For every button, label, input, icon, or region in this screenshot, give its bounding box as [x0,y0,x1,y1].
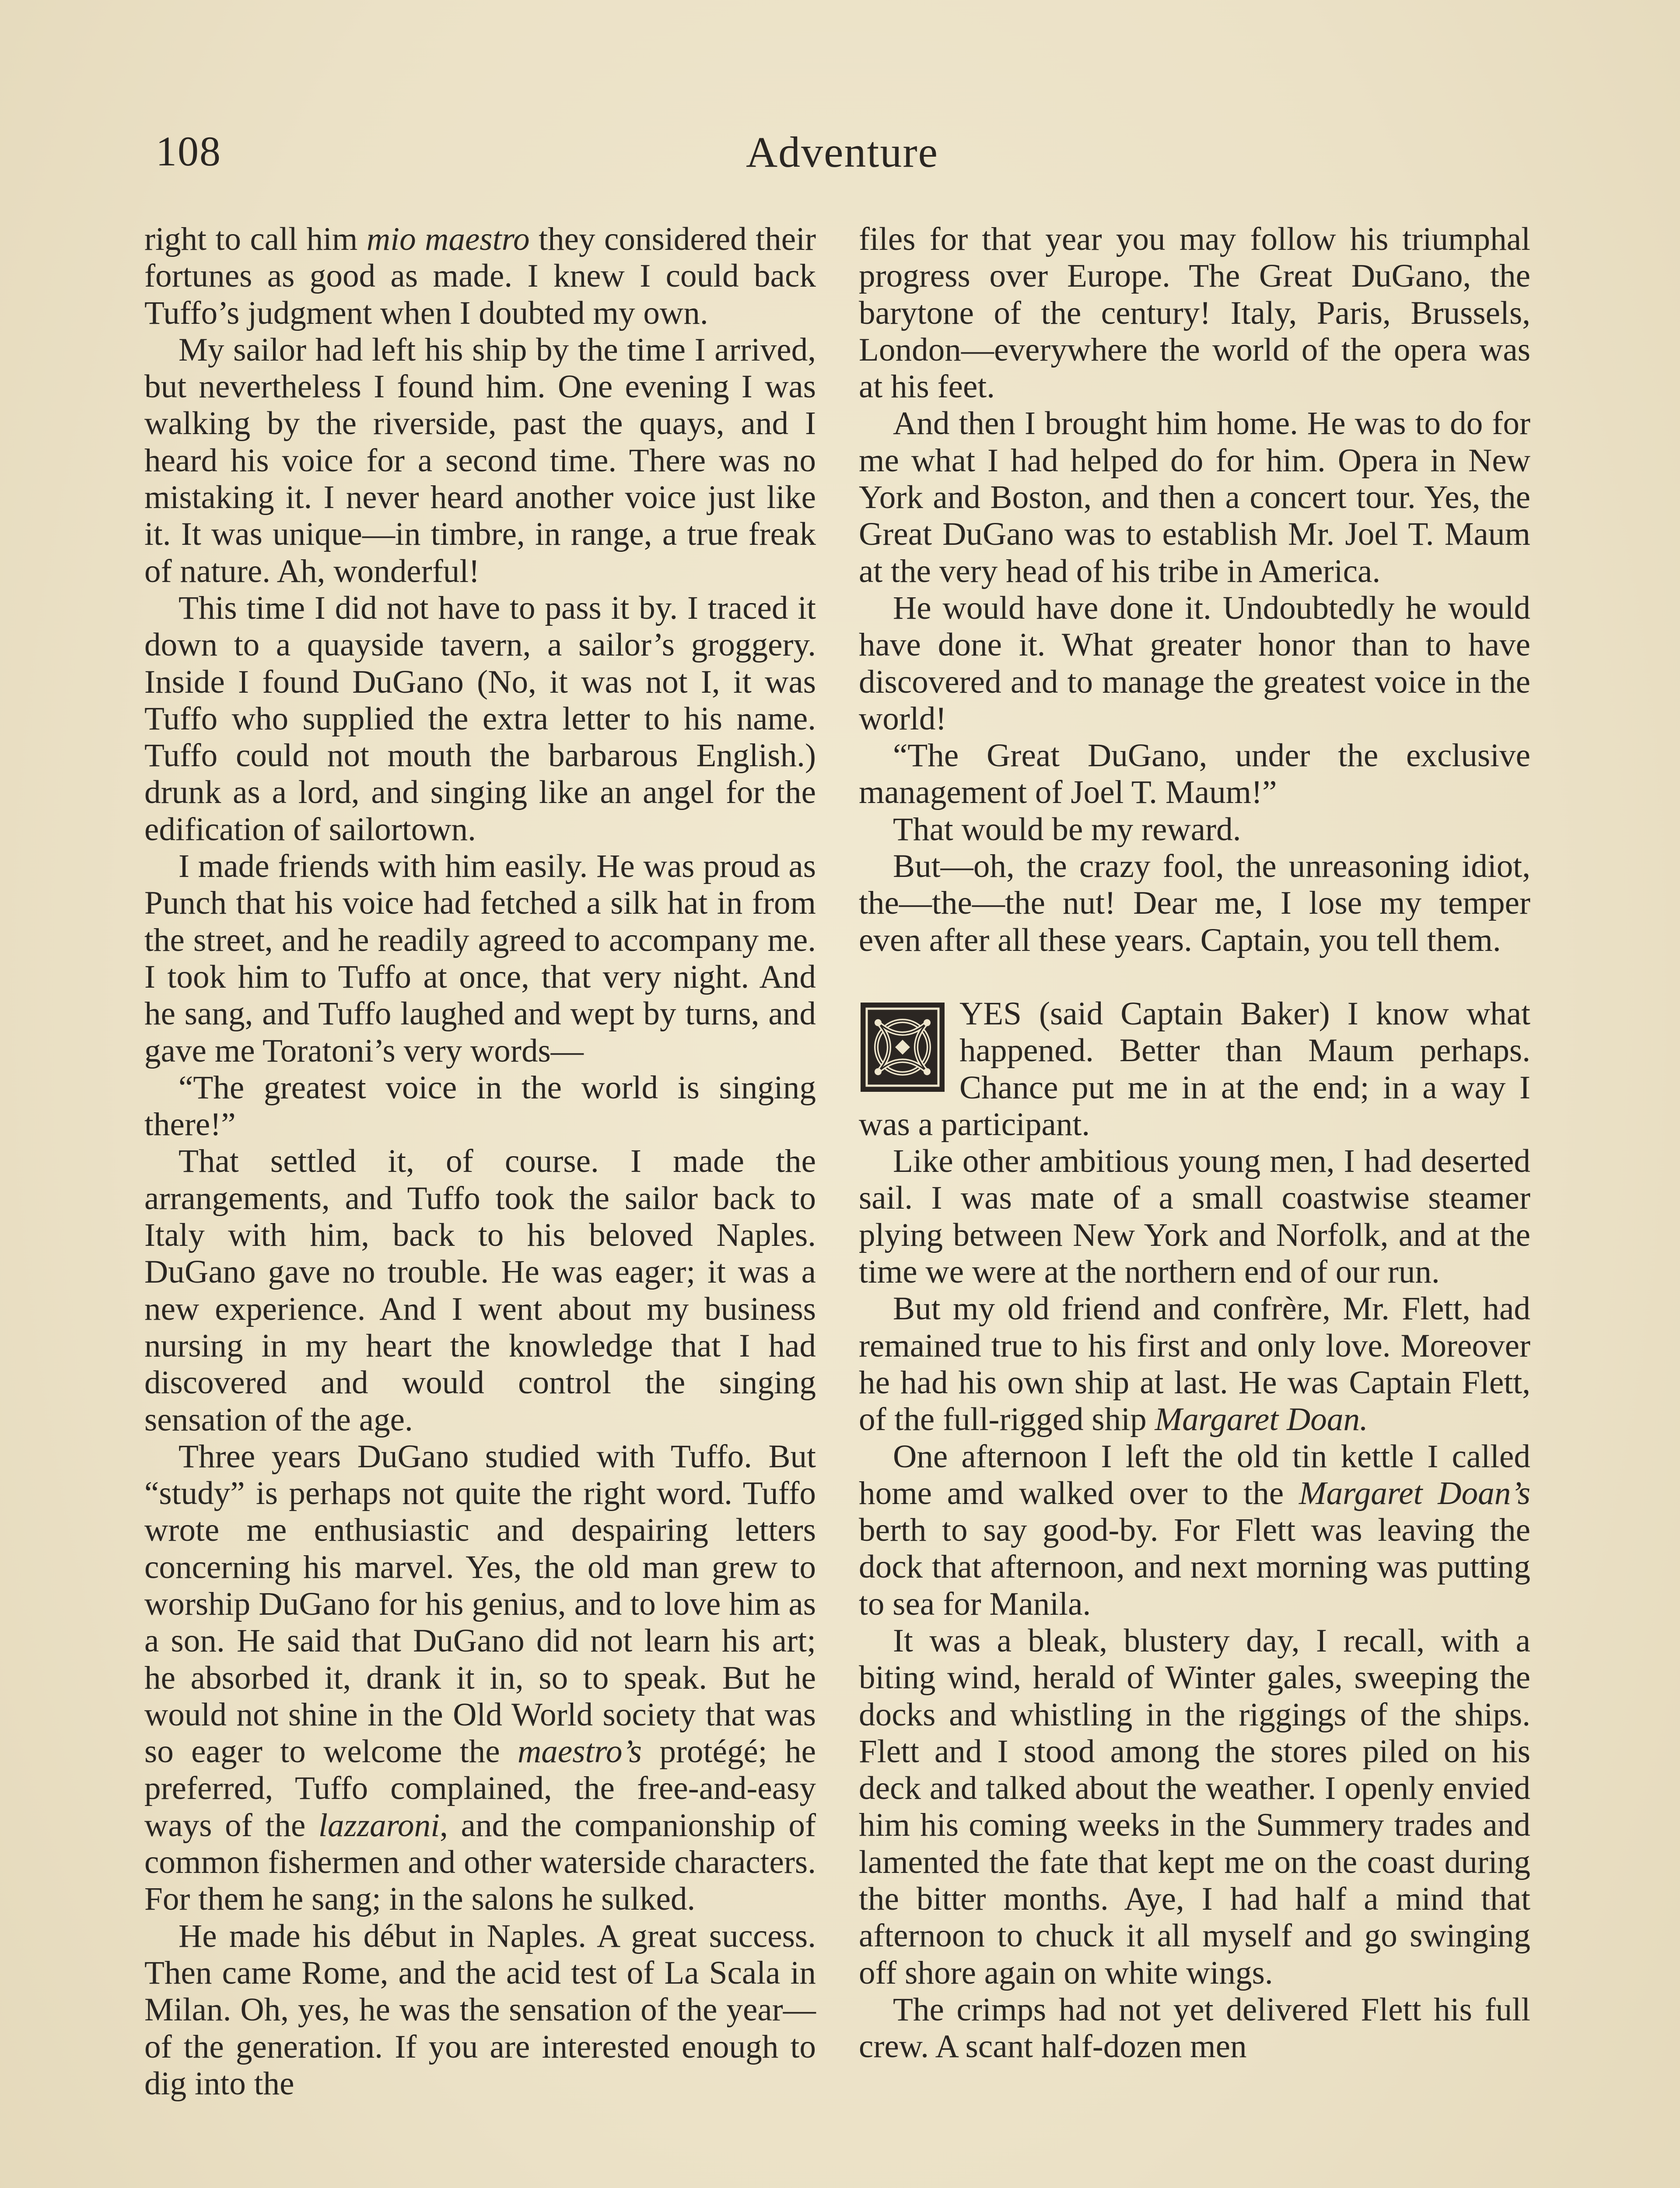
italic-text: mio maestro [366,221,530,257]
paragraph: And then I brought him home. He was to do for me what I had helped do for him. Opera in New York and Boston, and then a concert tour. Yes, the Great DuGano was to establish Mr. Joel T. Maum at the very head of his tribe in America. [859,405,1530,589]
section-opening-paragraph: YES (said Captain Baker) I know what happened. Better than Maum perhaps. Chance put me in at the end; in a way I was a participant. [859,995,1530,1143]
ship-name: Margaret Doan. [1155,1401,1368,1438]
paragraph: That settled it, of course. I made the arrangements, and Tuffo took the sailor back to Italy with him, back to his beloved Naples. DuGano gave no trouble. He was eager; it was a new experience. And I went about my business nursing in my heart the knowledge that I had discovered and would control the singing sensation of the age. [144,1143,816,1438]
paragraph: He would have done it. Undoubtedly he would have done it. What greater honor than to have discovered and to manage the greatest voice in the world! [859,589,1530,737]
magazine-title: Adventure [746,128,939,176]
paragraph: That would be my reward. [893,811,1241,848]
left-column [144,221,816,2102]
paragraph: This time I did not have to pass it by. I traced it down to a quayside tavern, a sailor’s groggery. Inside I found DuGano (No, it was not I, it was Tuffo who supplied the extra letter to his name. Tuffo could not mouth the barbarous English.) drunk as a lord, and singing like an angel for the edification of sailortown. [144,589,816,848]
paragraph: My sailor had left his ship by the time I arrived, but nevertheless I found him. One evening I was walking by the riverside, past the quays, and I heard his voice for a second time. There was no mistaking it. I never heard another voice just like it. It was unique—in timbre, in range, a true freak of nature. Ah, wonderful! [144,331,816,589]
paragraph: One afternoon I left the old tin kettle I called home amd walked over to the Margaret Doan’s berth to say good-by. For Flett was leaving the dock that afternoon, and next morning was putting to sea for Manila. [859,1438,1530,1622]
right-column [859,221,1530,2065]
paragraph: “The greatest voice in the world is singing there!” [144,1069,816,1143]
paragraph: “The Great DuGano, under the exclusive management of Joel T. Maum!” [859,737,1530,811]
paragraph: Like other ambitious young men, I had deserted sail. I was mate of a small coastwise steamer plying between New York and Norfolk, and at the time we were at the northern end of our run. [859,1143,1530,1290]
paragraph: Three years DuGano studied with Tuffo. But “study” is perhaps not quite the right word. Tuffo wrote me enthusiastic and despairing letters concerning his marvel. Yes, the old man grew to worship DuGano for his genius, and to love him as a son. He said that DuGano did not learn his art; he absorbed it, drank it in, so to speak. But he would not shine in the Old World society that was so eager to welcome the maestro’s protégé; he preferred, Tuffo complained, the free-and-easy ways of the lazzaroni, and the companionship of common fishermen and other waterside characters. For them he sang; in the salons he sulked. [144,1438,816,1918]
italic-text: maestro’s [517,1733,642,1770]
paragraph: He made his début in Naples. A great success. Then came Rome, and the acid test of La Scala in Milan. Oh, yes, he was the sensation of the year—of the generation. If you are interested enough to dig into the [144,1918,816,2102]
ship-name: Margaret Doan’s [1298,1475,1530,1511]
paragraph: files for that year you may follow his triumphal progress over Europe. The Great DuGano, the barytone of the century! Italy, Paris, Brussels, London—everywhere the world of the opera was at his feet. [859,221,1530,405]
running-head [149,127,1536,184]
celtic-knot-ornament-icon [859,1001,946,1094]
paragraph: The crimps had not yet delivered Flett his full crew. A scant half-dozen men [859,1991,1530,2065]
paragraph: But—oh, the crazy fool, the unreasoning idiot, the—the—the nut! Dear me, I lose my temper even after all these years. Captain, you tell them. [859,848,1530,958]
paragraph: But my old friend and confrère, Mr. Flett, had remained true to his first and only love. Moreover he had his own ship at last. He was Captain Flett, of the full-rigged ship Margaret Doan. [859,1290,1530,1438]
paragraph: right to call him mio maestro they considered their fortunes as good as made. I knew I could back Tuffo’s judgment when I doubted my own. [144,221,816,331]
page-number: 108 [156,128,221,175]
italic-text: lazzaroni [318,1807,440,1844]
paragraph: It was a bleak, blustery day, I recall, with a biting wind, herald of Winter gales, sweeping the docks and whistling in the riggings of the ships. Flett and I stood among the stores piled on his deck and talked about the weather. I openly envied him his coming weeks in the Summery trades and lamented the fate that kept me on the coast during the bitter months. Aye, I had half a mind that afternoon to chuck it all myself and go swinging off shore again on white wings. [859,1622,1530,1991]
paragraph: I made friends with him easily. He was proud as Punch that his voice had fetched a silk hat in from the street, and he readily agreed to accompany me. I took him to Tuffo at once, that very night. And he sang, and Tuffo laughed and wept by turns, and gave me Toratoni’s very words— [144,848,816,1069]
